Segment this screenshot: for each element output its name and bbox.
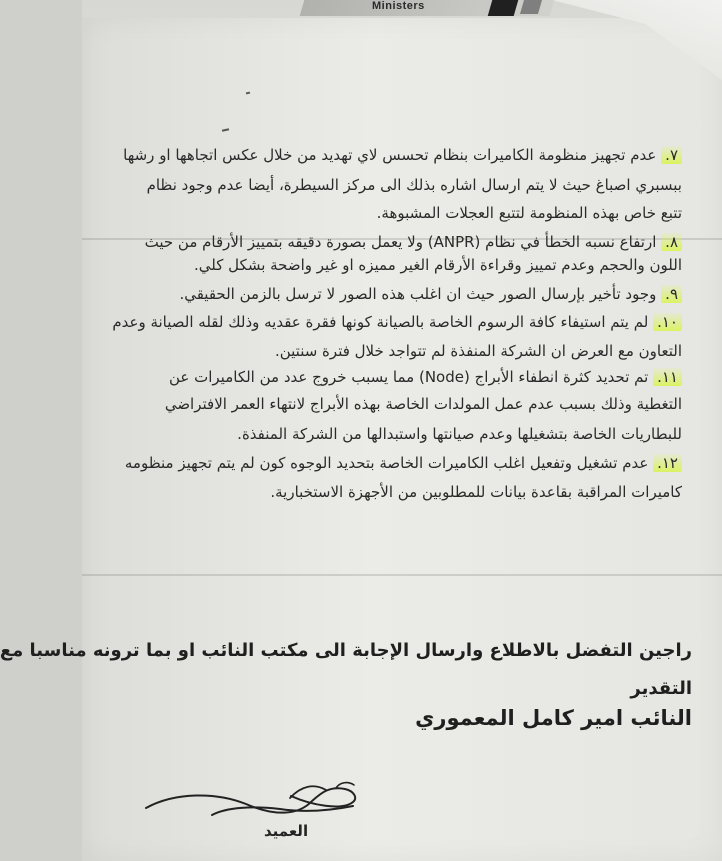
list-item-text: ارتفاع نسبه الخطأ في نظام (ANPR) ولا يعمل بصورة دقيقه بتمييز الأرقام من حيث [144, 233, 657, 251]
signatory-name: النائب امير كامل المعموري [415, 706, 692, 730]
list-number-10: ١٠. [653, 313, 682, 331]
list-item-12-line-2 [82, 481, 682, 503]
list-item-9-line-1 [82, 283, 682, 305]
list-item-text: التعاون مع العرض ان الشركة المنفذة لم تتواجد خلال فترة سنتين. [274, 342, 682, 360]
handwritten-signature [140, 778, 368, 844]
list-item-text: تم تحديد كثرة انطفاء الأبراج (Node) مما يسبب خروج عدد من الكاميرات عن [168, 368, 649, 386]
list-item-10-line-2 [82, 340, 682, 362]
closing-request: راجين التفضل بالاطلاع وارسال الإجابة الى مكتب النائب او بما ترونه مناسبا مع [0, 640, 692, 661]
list-item-11-line-3 [82, 423, 682, 445]
list-number-9: ٩. [661, 285, 682, 303]
paper-fold-line [82, 574, 722, 576]
list-item-text: ببسبري اصباغ حيث لا يتم ارسال اشاره بذلك الى مركز السيطرة، أيضا عدم وجود نظام [146, 176, 682, 194]
list-item-8-line-1 [82, 231, 682, 253]
list-item-11-line-1 [82, 366, 682, 388]
list-item-10-line-1 [82, 311, 682, 333]
list-item-text: عدم تجهيز منظومة الكاميرات بنظام تحسس لاي تهديد من خلال عكس اتجاهها او رشها [123, 146, 657, 164]
list-item-11-line-2 [82, 393, 682, 415]
list-item-8-line-2 [82, 254, 682, 276]
list-item-text: عدم تشغيل وتفعيل اغلب الكاميرات الخاصة بتحديد الوجوه كون لم يتم تجهيز منظومه [124, 454, 649, 472]
list-item-text: وجود تأخير بإرسال الصور حيث ان اغلب هذه الصور لا ترسل بالزمن الحقيقي. [179, 285, 657, 303]
list-item-text: لم يتم استيفاء كافة الرسوم الخاصة بالصيانة كونها فقرة عقديه وذلك لقله الصيانة وعدم [112, 313, 649, 331]
signature-svg [140, 778, 368, 844]
list-number-7: ٧. [661, 146, 682, 164]
list-item-7-line-2 [82, 174, 682, 196]
list-item-12-line-1 [82, 452, 682, 474]
list-item-text: للبطاريات الخاصة بتشغيلها وعدم صيانتها واستبدالها من الشركة المنفذة. [237, 425, 682, 443]
signatory-rank: العميد [264, 822, 309, 840]
header-label: Ministers [372, 0, 425, 12]
list-number-11: ١١. [653, 368, 682, 386]
list-item-text: اللون والحجم وعدم تمييز وقراءة الأرقام الغير مميزه او غير واضحة بشكل كلي. [194, 256, 682, 274]
list-item-text: كاميرات المراقبة بقاعدة بيانات للمطلوبين من الأجهزة الاستخبارية. [270, 483, 682, 501]
list-item-7-line-3 [82, 202, 682, 224]
closing-regards: التقدير [630, 678, 692, 699]
list-item-7-line-1 [82, 144, 682, 166]
header-logo-block [488, 0, 519, 16]
list-number-8: ٨. [661, 233, 682, 251]
list-item-text: تتبع خاص بهذه المنظومة لتتبع العجلات المشبوهة. [376, 204, 682, 222]
list-item-text: التغطية وذلك بسبب عدم عمل المولدات الخاصة بهذه الأبراج لانتهاء العمر الافتراضي [164, 395, 682, 413]
list-number-12: ١٢. [653, 454, 682, 472]
